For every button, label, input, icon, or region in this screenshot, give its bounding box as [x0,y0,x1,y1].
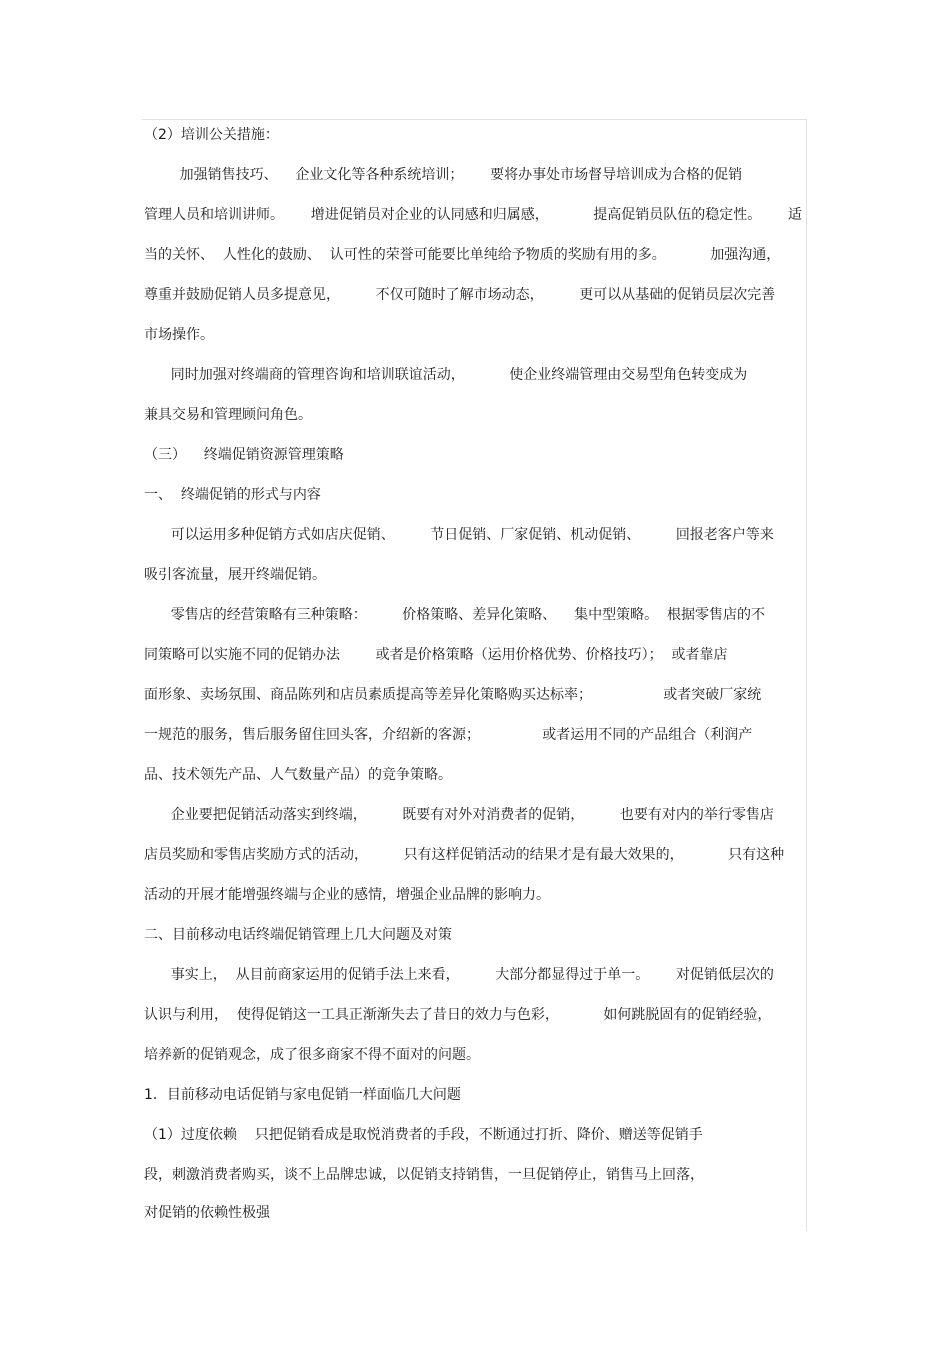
heading-subsection-two: 二、目前移动电话终端促销管理上几大问题及对策 [144,927,452,943]
page-frame-right-border [806,119,807,1231]
paragraph-line: 企业要把促销活动落实到终端， 既要有对外对消费者的促销， 也要有对内的举行零售店 [144,807,774,823]
paragraph-line: 品、技术领先产品、人气数量产品）的竞争策略。 [144,767,452,783]
paragraph-line: 尊重并鼓励促销人员多提意见， 不仅可随时了解市场动态， 更可以从基础的促销员层次完善 [144,287,776,303]
paragraph-line: 吸引客流量，展开终端促销。 [144,567,326,583]
paragraph-line: 兼具交易和管理顾问角色。 [144,407,312,423]
paragraph-line: （1）过度依赖 只把促销看成是取悦消费者的手段，不断通过打折、降价、赠送等促销手 [144,1127,703,1143]
paragraph-line: 管理人员和培训讲师。 增进促销员对企业的认同感和归属感， 提高促销员队伍的稳定性。 适 [144,207,802,223]
paragraph-line: 加强销售技巧、 企业文化等各种系统培训； 要将办事处市场督导培训成为合格的促销 [144,167,743,183]
paragraph-line: 可以运用多种促销方式如店庆促销、 节日促销、厂家促销、机动促销、 回报老客户等来 [144,527,774,543]
paragraph-line: 段，刺激消费者购买，谈不上品牌忠诚，以促销支持销售，一旦促销停止，销售马上回落， [144,1167,704,1183]
heading-subsection-one: 一、 终端促销的形式与内容 [144,487,321,503]
heading-training-pr-measures: （2）培训公关措施： [144,127,279,143]
paragraph-line: 同策略可以实施不同的促销办法 或者是价格策略（运用价格优势、价格技巧）； 或者靠店 [144,647,728,663]
paragraph-line: 零售店的经营策略有三种策略： 价格策略、差异化策略、 集中型策略。 根据零售店的不 [144,607,766,623]
paragraph-line: 对促销的依赖性极强 [144,1205,270,1221]
heading-item-one: 1．目前移动电话促销与家电促销一样面临几大问题 [144,1087,461,1103]
paragraph-line: 面形象、卖场氛围、商品陈列和店员素质提高等差异化策略购买达标率； 或者突破厂家统 [144,687,762,703]
paragraph-line: 同时加强对终端商的管理咨询和培训联谊活动， 使企业终端管理由交易型角色转变成为 [144,367,748,383]
paragraph-line: 当的关怀、 人性化的鼓励、 认可性的荣誉可能要比单纯给予物质的奖励有用的多。 加强沟通， [144,247,781,263]
paragraph-line: 事实上， 从目前商家运用的促销手法上来看， 大部分都显得过于单一。 对促销低层次的 [144,967,774,983]
paragraph-line: 市场操作。 [144,327,214,343]
paragraph-line: 一规范的服务，售后服务留住回头客，介绍新的客源； 或者运用不同的产品组合（利润产 [144,727,753,743]
paragraph-line: 活动的开展才能增强终端与企业的感情，增强企业品牌的影响力。 [144,887,550,903]
paragraph-line: 培养新的促销观念，成了很多商家不得不面对的问题。 [144,1047,480,1063]
paragraph-line: 店员奖励和零售店奖励方式的活动， 只有这样促销活动的结果才是有最大效果的， 只有这种 [144,847,785,863]
page-frame-top-border [142,119,807,120]
heading-section-three: （三） 终端促销资源管理策略 [144,447,344,463]
paragraph-line: 认识与利用， 使得促销这一工具正渐渐失去了昔日的效力与色彩， 如何跳脱固有的促销经验， [144,1007,772,1023]
